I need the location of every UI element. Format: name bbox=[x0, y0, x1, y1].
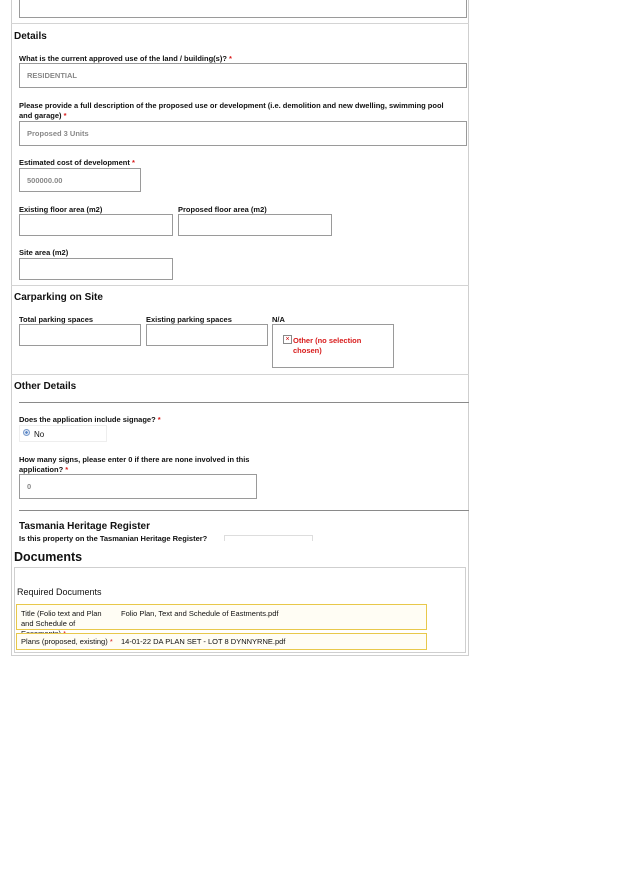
proposed-floor-field[interactable] bbox=[178, 214, 332, 236]
document-row-plans bbox=[16, 633, 427, 650]
proposed-floor-label: Proposed floor area (m2) bbox=[178, 205, 267, 214]
heritage-question: Is this property on the Tasmanian Heritage Register? bbox=[19, 534, 208, 543]
other-details-heading: Other Details bbox=[14, 381, 77, 392]
description-label: Please provide a full description of the proposed use or development (i.e. demolition and new dwelling, swimming pool and garage) * bbox=[19, 101, 444, 120]
existing-floor-label: Existing floor area (m2) bbox=[19, 205, 103, 214]
existing-floor-field[interactable] bbox=[19, 214, 173, 236]
document-row-title bbox=[16, 604, 427, 630]
document-file-link[interactable]: 14-01-22 DA PLAN SET - LOT 8 DYNNYRNE.pdf bbox=[121, 637, 286, 646]
details-heading: Details bbox=[14, 31, 47, 42]
site-area-label: Site area (m2) bbox=[19, 248, 69, 257]
cost-field[interactable]: 500000.00 bbox=[19, 168, 141, 192]
top-field-remnant bbox=[19, 0, 467, 18]
total-parking-label: Total parking spaces bbox=[19, 315, 94, 324]
total-parking-field[interactable] bbox=[19, 324, 141, 346]
radio-icon[interactable] bbox=[23, 429, 30, 436]
document-file-link[interactable]: Folio Plan, Text and Schedule of Eastments.pdf bbox=[121, 609, 279, 618]
documents-heading: Documents bbox=[14, 550, 83, 564]
site-area-field[interactable] bbox=[19, 258, 173, 280]
document-label: Title (Folio text and Plan and Schedule of bbox=[21, 609, 102, 628]
x-checkbox-icon[interactable]: × bbox=[283, 335, 292, 344]
signs-count-label: How many signs, please enter 0 if there are none involved in this application? * bbox=[19, 455, 250, 474]
na-box bbox=[272, 324, 394, 368]
heritage-heading: Tasmania Heritage Register bbox=[19, 521, 150, 532]
cost-label: Estimated cost of development * bbox=[19, 158, 135, 167]
required-documents-heading: Required Documents bbox=[17, 587, 102, 597]
divider bbox=[19, 402, 469, 403]
na-option-label: Other (no selection chosen) bbox=[293, 336, 362, 355]
current-use-label: What is the current approved use of the land / building(s)? * bbox=[19, 54, 232, 63]
signage-option-label: No bbox=[34, 430, 45, 439]
signage-label: Does the application include signage? * bbox=[19, 415, 161, 424]
signs-count-field[interactable]: 0 bbox=[19, 474, 257, 499]
divider bbox=[11, 374, 469, 375]
existing-parking-field[interactable] bbox=[146, 324, 268, 346]
divider bbox=[11, 285, 469, 286]
divider bbox=[19, 510, 469, 511]
signage-radio-group bbox=[19, 425, 107, 442]
carparking-heading: Carparking on Site bbox=[14, 292, 103, 303]
heritage-select[interactable] bbox=[224, 535, 313, 541]
existing-parking-label: Existing parking spaces bbox=[146, 315, 232, 324]
document-label: Plans (proposed, existing) * bbox=[21, 637, 113, 646]
na-label: N/A bbox=[272, 315, 285, 324]
divider bbox=[11, 23, 469, 24]
description-field[interactable]: Proposed 3 Units bbox=[19, 121, 467, 146]
current-use-field[interactable]: RESIDENTIAL bbox=[19, 63, 467, 88]
